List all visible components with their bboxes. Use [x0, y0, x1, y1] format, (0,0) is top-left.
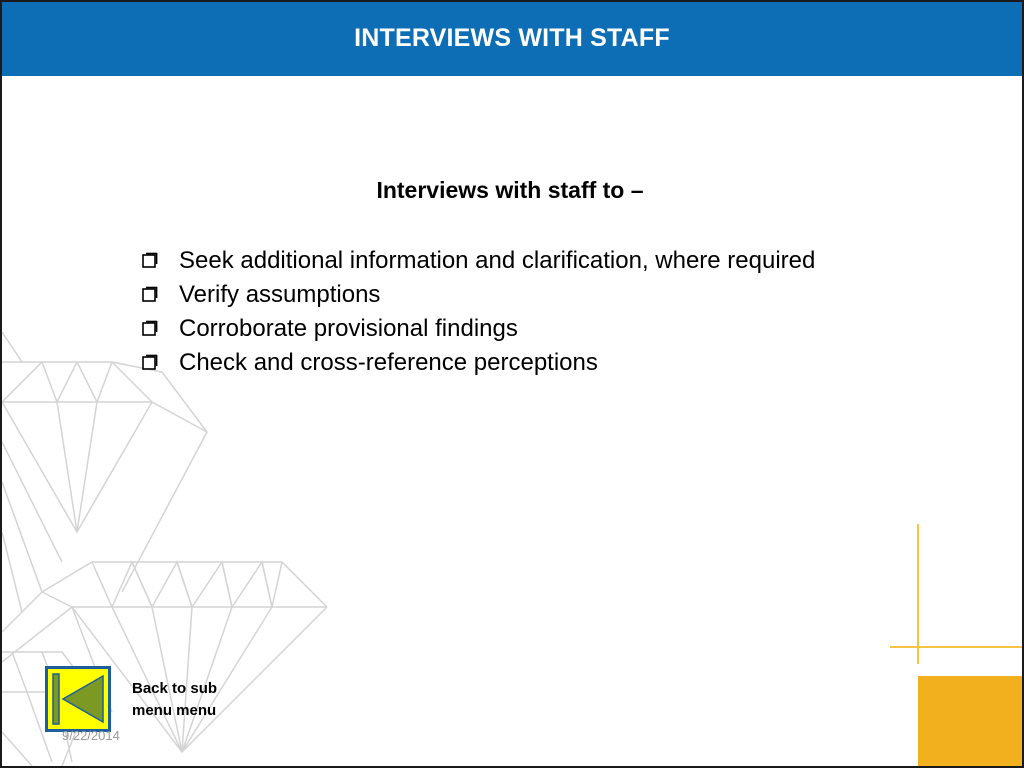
checkbox-bullet-icon [142, 320, 158, 336]
content-heading: Interviews with staff to – [376, 177, 644, 203]
checkbox-bullet-icon [142, 286, 158, 302]
checkbox-bullet-icon [142, 252, 158, 268]
list-item [142, 312, 880, 346]
decorative-yellow-block [918, 676, 1022, 766]
checkbox-bullet-icon [142, 354, 158, 370]
page-title: INTERVIEWS WITH STAFF [354, 24, 670, 52]
bullet-text: Corroborate provisional findings [179, 315, 518, 342]
bullet-text: Check and cross-reference perceptions [179, 349, 598, 376]
list-item [142, 244, 880, 278]
bullet-text: Verify assumptions [179, 281, 381, 308]
slide-date: 9/22/2014 [62, 728, 120, 743]
back-to-sub-menu-link[interactable]: Back to sub menu menu [132, 680, 218, 719]
decorative-horizontal-line [890, 646, 1022, 648]
bullet-text: Seek additional information and clarification, where required [179, 247, 816, 274]
bullet-list [142, 244, 880, 380]
decorative-vertical-line [917, 524, 919, 664]
list-item [142, 346, 880, 380]
back-button[interactable] [45, 666, 111, 732]
list-item [142, 278, 880, 312]
